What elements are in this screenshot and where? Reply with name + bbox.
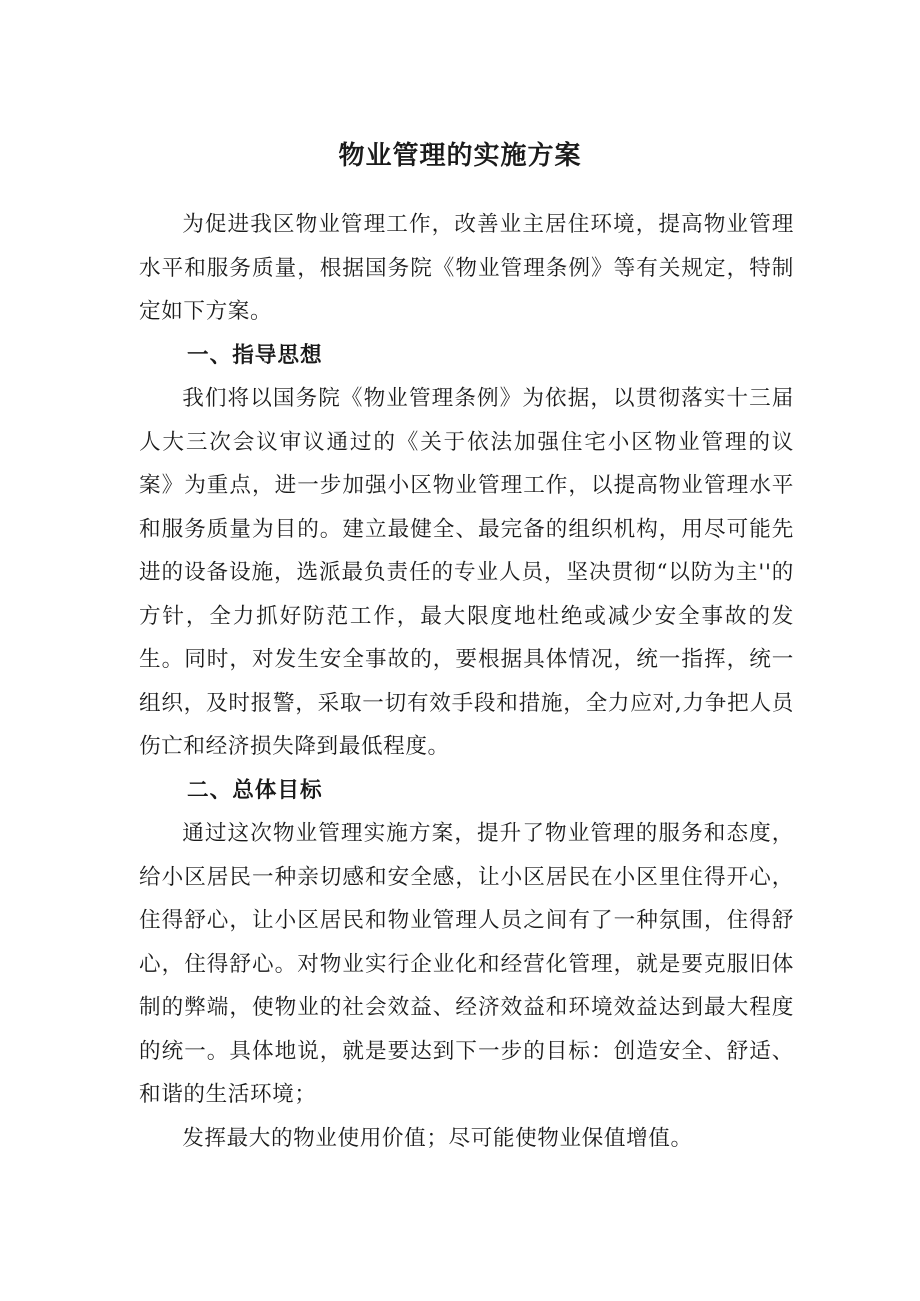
guiding-ideology-paragraph: 我们将以国务院《物业管理条例》为依据，以贯彻落实十三届人大三次会议审议通过的《关于依法加强住宅小区物业管理的议案》为重点，进一步加强小区物业管理工作，以提高物业管理水平和服务质量为目的。建立最健全、最完备的组织机构，用尽可能先进的设备设施，选派最负责任的专业人员，坚决贯彻“以防为主''的方针，全力抓好防范工作，最大限度地杜绝或减少安全事故的发生。同时，对发生安全事故的，要根据具体情况，统一指挥，统一组织，及时报警，采取一切有效手段和措施，全力应对,力争把人员伤亡和经济损失降到最低程度。 bbox=[139, 386, 794, 759]
overall-goal-paragraph: 通过这次物业管理实施方案，提升了物业管理的服务和态度，给小区居民一种亲切感和安全感，让小区居民在小区里住得开心，住得舒心，让小区居民和物业管理人员之间有了一种氛围，住得舒心，住得舒心。对物业实行企业化和经营化管理，就是要克服旧体制的弊端，使物业的社会效益、经济效益和环境效益达到最大程度的统一。具体地说，就是要达到下一步的目标：创造安全、舒适、和谐的生活环境； bbox=[139, 821, 794, 1107]
document-title: 物业管理的实施方案 bbox=[338, 141, 582, 171]
document-body bbox=[139, 203, 794, 1160]
overall-goal-paragraph-2: 发挥最大的物业使用价值；尽可能使物业保值增值。 bbox=[182, 1125, 693, 1151]
intro-paragraph: 为促进我区物业管理工作，改善业主居住环境，提高物业管理水平和服务质量，根据国务院《物业管理条例》等有关规定，特制定如下方案。 bbox=[139, 212, 794, 324]
section-heading-guiding-ideology: 一、指导思想 bbox=[187, 342, 323, 368]
section-heading-overall-goal: 二、总体目标 bbox=[187, 777, 323, 803]
